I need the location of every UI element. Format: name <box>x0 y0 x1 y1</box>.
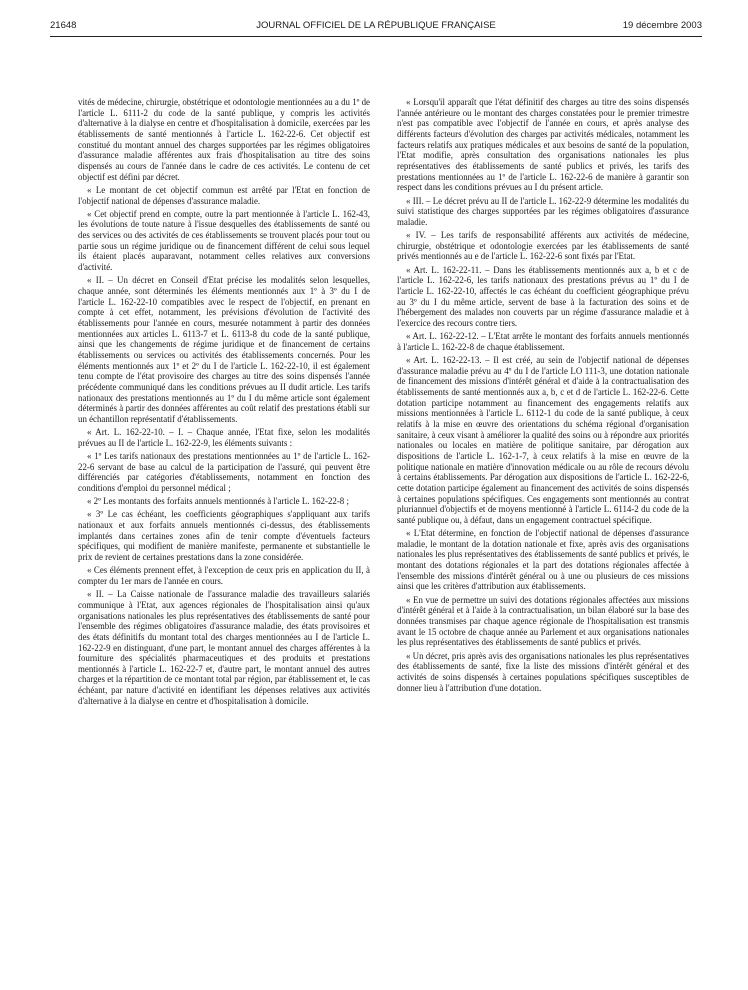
paragraph: « Lorsqu'il apparaît que l'état définitif des charges au titre des soins dispensés l'année antérieure ou le montant des charges constatées pour le premier trimestre n'est pas compatible avec l'objectif de l'année en cours, et après analyse des différents facteurs d'évolution des charges par activités médicales, notamment les facteurs relatifs aux pratiques médicales et aux besoins de santé de la population, l'Etat modifie, après consultation des organisations nationales les plus représentatives des établissements de santé publics et privés, les tarifs des prestations mentionnées au 1º de l'article L. 162-22-6 de manière à garantir son respect dans les conditions prévues au I du présent article. <box>397 97 689 193</box>
paragraph: « 1º Les tarifs nationaux des prestations mentionnées au 1º de l'article L. 162-22-6 servant de base au calcul de la participation de l'assuré, qui peuvent être différenciés par catégories d'établissements, notamment en fonction des conditions d'emploi du personnel médical ; <box>78 450 370 493</box>
paragraph: « Le montant de cet objectif commun est arrêté par l'Etat en fonction de l'objectif national de dépenses d'assurance maladie. <box>78 184 370 206</box>
paragraph: « Art. L. 162-22-10. – I. – Chaque année, l'Etat fixe, selon les modalités prévues au II de l'article L. 162-22-9, les éléments suivants : <box>78 427 370 448</box>
page-header <box>50 20 702 34</box>
header-rule <box>50 36 702 37</box>
paragraph: « II. – Un décret en Conseil d'Etat précise les modalités selon lesquelles, chaque année, sont déterminés les éléments mentionnés aux 1º à 3º du I de l'article L. 162-22-10 compatibles avec le respect de l'objectif, en prenant en compte à cet effet, notamment, les prévisions d'évolution de l'activité des établissements pour l'année en cours, mesurée notamment à partir des données mentionnées aux articles L. 6113-7 et L. 6113-8 du code de la santé publique, ainsi que les changements de régime juridique et de financement de certains établissements ou services ou activités des établissements concernés. Pour les éléments mentionnés aux 1º et 2º du I de l'article L. 162-22-10, il est également tenu compte de l'état provisoire des charges au titre des soins dispensés l'année précédente communiqué dans les conditions prévues au II dudit article. Les tarifs nationaux des prestations mentionnés au 1º du I du même article sont également déterminés à partir des données afférentes au coût relatif des prestations établi sur un échantillon représentatif d'établissements. <box>78 275 370 424</box>
paragraph: « Ces éléments prennent effet, à l'exception de ceux pris en application du II, à compter du 1er mars de l'année en cours. <box>78 565 370 586</box>
paragraph: « En vue de permettre un suivi des dotations régionales affectées aux missions d'intérêt général et à l'aide à la contractualisation, un bilan élaboré sur la base des données transmises par chaque agence régionale de l'hospitalisation est transmis avant le 15 octobre de chaque année au Parlement et aux organisations nationales les plus représentatives des établissements de santé publics et privés. <box>397 594 689 648</box>
issue-date: 19 décembre 2003 <box>622 20 702 31</box>
paragraph: « 3º Le cas échéant, les coefficients géographiques s'appliquant aux tarifs nationaux et aux forfaits annuels mentionnés ci-dessus, des établissements implantés dans certaines zones afin de tenir compte d'éventuels facteurs spécifiques, qui modifient de manière manifeste, permanente et substantielle le prix de revient de certaines prestations dans la zone considérée. <box>78 509 370 563</box>
paragraph: « Art. L. 162-22-11. – Dans les établissements mentionnés aux a, b et c de l'article L. 162-22-6, les tarifs nationaux des prestations prévus au 1º du I de l'article L. 162-22-10, affectés le cas échéant du coefficient géographique prévu au 3º du I du même article, servent de base à la facturation des soins et de l'hébergement des malades non couverts par un régime d'assurance maladie et à l'exercice des recours contre tiers. <box>397 264 689 328</box>
paragraph: « Art. L. 162-22-12. – L'Etat arrête le montant des forfaits annuels mentionnés à l'article L. 162-22-8 de chaque établissement. <box>397 331 689 352</box>
paragraph: « 2º Les montants des forfaits annuels mentionnés à l'article L. 162-22-8 ; <box>87 496 349 507</box>
paragraph: « Cet objectif prend en compte, outre la part mentionnée à l'article L. 162-43, les évolutions de toute nature à l'issue desquelles des établissements de santé ou des services ou des activités de ces établissements se trouvent placés pour tout ou partie sous un régime juridique ou de financement différent de celui sous lequel ils étaient placés auparavant, notamment celles relatives aux conversions d'activité. <box>78 208 370 273</box>
right-column <box>397 97 689 977</box>
page-number: 21648 <box>50 20 77 31</box>
paragraph: « II. – La Caisse nationale de l'assurance maladie des travailleurs salariés communique à l'Etat, aux agences régionales de l'hospitalisation ainsi qu'aux organisations nationales les plus représentatives des établissements de santé pour l'ensemble des régimes obligatoires d'assurance maladie, des états provisoires et des états définitifs du montant total des charges mentionnées au I de l'article L. 162-22-9 en distinguant, d'une part, le montant annuel des charges afférentes à la fourniture des spécialités pharmaceutiques et des produits et prestations mentionnés à l'article L. 162-22-7 et, d'autre part, le montant annuel des autres charges et la répartition de ce montant total par région, par établissement et, le cas échéant, par nature d'activité en identifiant les dépenses relatives aux activités d'alternative à la dialyse en centre et d'hospitalisation à domicile. <box>78 589 370 706</box>
paragraph: « Un décret, pris après avis des organisations nationales les plus représentatives des établissements de santé, fixe la liste des missions d'intérêt général et des activités de soins dispensés à certaines populations spécifiques susceptibles de donner lieu à l'attribution d'une dotation. <box>397 650 689 693</box>
paragraph: vités de médecine, chirurgie, obstétrique et odontologie mentionnées au a du 1º de l'article L. 6111-2 du code de la santé publique, y compris les activités d'alternative à la dialyse en centre et d'hospitalisation à domicile, exercées par les établissements de santé mentionnés à l'article L. 162-22-6. Cet objectif est constitué du montant annuel des charges supportées par les régimes obligatoires d'assurance maladie afférentes aux frais d'hospitalisation au titre des soins dispensés au cours de l'année dans le cadre de ces activités. Le contenu de cet objectif est défini par décret. <box>78 97 370 182</box>
journal-title: JOURNAL OFFICIEL DE LA RÉPUBLIQUE FRANÇAISE <box>256 20 496 31</box>
paragraph: « L'Etat détermine, en fonction de l'objectif national de dépenses d'assurance maladie, le montant de la dotation nationale et fixe, après avis des organisations nationales les plus représentatives des établissements de santé publics et privés, le montant des dotations régionales et la part des dotations régionales affectée à l'ensemble des missions d'intérêt général ou à une ou plusieurs de ces missions ainsi que les critères d'attribution aux établissements. <box>397 528 689 592</box>
paragraph: « IV. – Les tarifs de responsabilité afférents aux activités de médecine, chirurgie, obstétrique et odontologie exercées par les établissements de santé privés mentionnés au e de l'article L. 162-22-6 sont fixés par l'Etat. <box>397 230 689 262</box>
left-column <box>78 97 370 977</box>
paragraph: « III. – Le décret prévu au II de l'article L. 162-22-9 détermine les modalités du suivi statistique des charges supportées par les régimes obligatoires d'assurance maladie. <box>397 195 689 227</box>
paragraph: « Art. L. 162-22-13. – Il est créé, au sein de l'objectif national de dépenses d'assurance maladie prévu au 4º du I de l'article LO 111-3, une dotation nationale de financement des missions d'intérêt général et d'aide à la contractualisation des établissements de santé mentionnés aux a, b, c et d de l'article L. 162-22-6. Cette dotation participe notamment au financement des engagements relatifs aux missions mentionnées à l'article L. 6112-1 du code de la santé publique, à ceux relatifs à la mise en œuvre des orientations du schéma régional d'organisation sanitaire, à ceux visant à améliorer la qualité des soins ou à répondre aux priorités nationales ou locales en matière de politique sanitaire, par dérogation aux dispositions de l'article L. 162-1-7, à ceux relatifs à la mise en œuvre de la politique nationale en matière d'innovation médicale ou au rôle de recours dévolu à certains établissements. Par dérogation aux dispositions de l'article L. 162-22-6, cette dotation participe également au financement des activités de soins dispensés à certaines populations spécifiques. Ces engagements sont mentionnés au contrat pluriannuel d'objectifs et de moyens mentionné à l'article L. 6114-2 du code de la santé publique ou, à défaut, dans un engagement contractuel spécifique. <box>397 355 689 525</box>
